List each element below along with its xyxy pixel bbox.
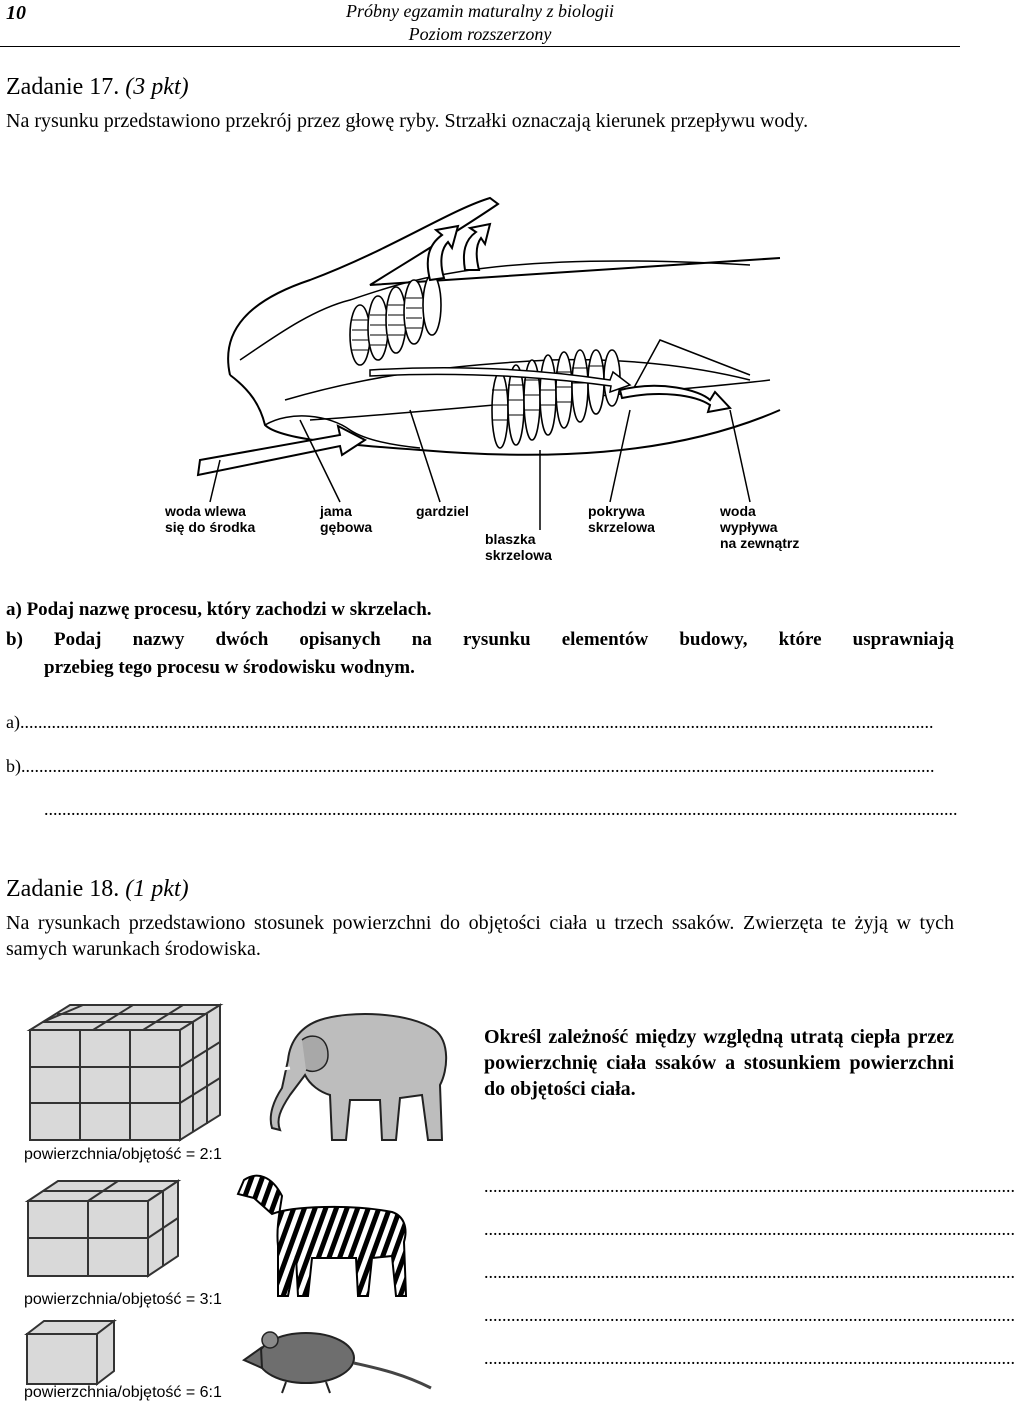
page-number: 10 — [6, 2, 26, 24]
task17-answer-b[interactable]: b)........................................................................................................................................................................................................... — [6, 756, 935, 776]
ratio-zebra: powierzchnia/objętość = 3:1 — [24, 1291, 222, 1308]
label-water-outflow: woda wypływa na zewnątrz — [720, 503, 800, 551]
label-gill-lamella: blaszka skrzelowa — [485, 531, 552, 563]
task18-answer-line-5[interactable]: ...................................................................................................................... — [484, 1348, 1015, 1368]
task18-title: Zadanie 18. (1 pkt) — [6, 876, 189, 902]
label-mouth-cavity: jama gębowa — [320, 503, 373, 535]
header-rule — [0, 46, 960, 47]
zebra-figure — [232, 1166, 422, 1306]
task18-answer-line-4[interactable]: ...................................................................................................................... — [484, 1305, 1015, 1325]
label-operculum: pokrywa skrzelowa — [588, 503, 655, 535]
task18-points: (1 pkt) — [125, 876, 189, 902]
task17-question-a: a) Podaj nazwę procesu, który zachodzi w skrzelach. — [6, 599, 432, 620]
task17-title: Zadanie 17. (3 pkt) — [6, 74, 189, 100]
mouse-figure — [236, 1318, 436, 1398]
task17-points: (3 pkt) — [125, 74, 189, 100]
ratio-elephant: powierzchnia/objętość = 2:1 — [24, 1146, 222, 1163]
task18-answer-line-2[interactable]: ...................................................................................................................... — [484, 1219, 1015, 1239]
exam-level: Poziom rozszerzony — [408, 24, 552, 44]
task17-answer-a[interactable]: a)........................................................................................................................................................................................................... — [6, 712, 934, 732]
figure-leader-lines — [190, 380, 790, 510]
task17-intro: Na rysunku przedstawiono przekrój przez głowę ryby. Strzałki oznaczają kierunek przepływu wody. — [6, 110, 809, 132]
task18-answer-line-3[interactable]: ...................................................................................................................... — [484, 1262, 1015, 1282]
large-cube-figure — [20, 1000, 240, 1150]
task17-answer-b-cont[interactable]: ........................................................................................................................................................................................................... — [44, 799, 958, 819]
task18-intro: Na rysunkach przedstawiono stosunek powierzchni do objętości ciała u trzech ssaków. Zwierzęta te żyją w tych samych warunkach środowiska. — [6, 912, 954, 960]
task17-question-b-line2: przebieg tego procesu w środowisku wodnym. — [44, 657, 415, 678]
ratio-mouse: powierzchnia/objętość = 6:1 — [24, 1384, 222, 1401]
label-water-inflow: woda wlewa się do środka — [165, 503, 256, 535]
task17-question-b-line1: b) Podaj nazwy dwóch opisanych na rysunku elementów budowy, które usprawniają — [6, 629, 954, 650]
exam-title: Próbny egzamin maturalny z biologii — [346, 1, 614, 21]
elephant-figure — [250, 1000, 460, 1150]
small-cube-figure — [22, 1316, 122, 1386]
medium-cube-figure — [20, 1176, 190, 1286]
task18-answer-line-1[interactable]: ...................................................................................................................... — [484, 1176, 1015, 1196]
task18-instruction: Określ zależność między względną utratą ciepła przez powierzchnię ciała ssaków a stosunkiem powierzchni do objętości ciała. — [484, 1026, 954, 1100]
label-pharynx: gardziel — [416, 503, 469, 519]
